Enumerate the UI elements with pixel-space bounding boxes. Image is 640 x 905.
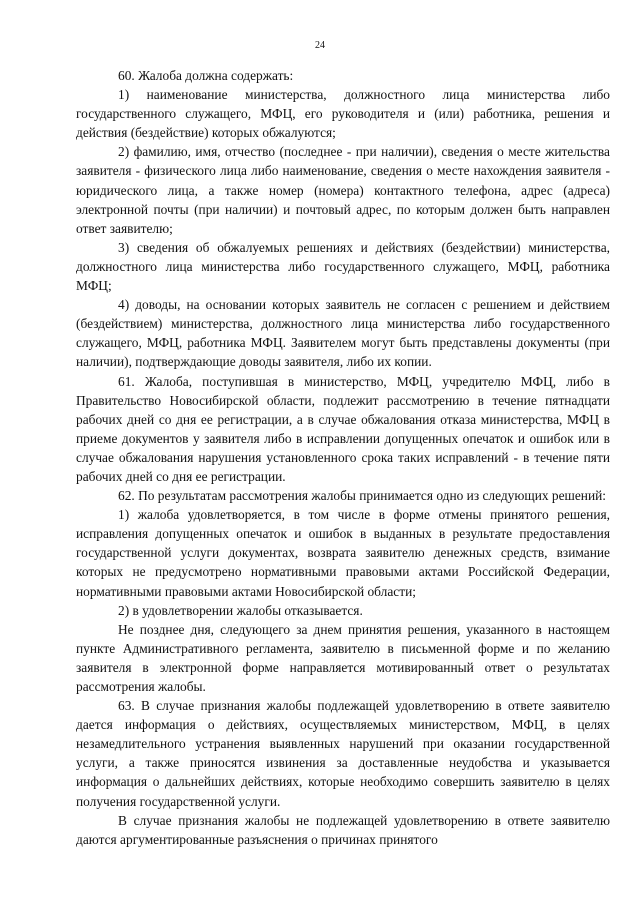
- paragraph-61: 61. Жалоба, поступившая в министерство, МФЦ, учредителю МФЦ, либо в Правительство Новосибирской области, подлежит рассмотрению в течение пятнадцати рабочих дней со дня ее регистрации, а в случае обжалования отказа министерства, МФЦ в приеме документов у заявителя либо в исправлении допущенных опечаток и ошибок или в случае обжалования нарушения установленного срока таких исправлений - в течение пяти рабочих дней со дня ее регистрации.: [76, 373, 610, 484]
- paragraph-60-item-2: 2) фамилию, имя, отчество (последнее - при наличии), сведения о месте жительства заявителя - физического лица либо наименование, сведения о месте нахождения заявителя - юридического лица, а также номер (номера) контактного телефона, адрес (адреса) электронной почты (при наличии) и почтовый адрес, по которым должен быть направлен ответ заявителю;: [76, 144, 610, 236]
- paragraph-62-response: Не позднее дня, следующего за днем принятия решения, указанного в настоящем пункте Административного регламента, заявителю в письменной форме и по желанию заявителя в электронной форме направляется мотивированный ответ о результатах рассмотрения жалобы.: [76, 621, 610, 694]
- paragraph-63-rejection: В случае признания жалобы не подлежащей удовлетворению в ответе заявителю даются аргументированные разъяснения о причинах принятого: [76, 812, 610, 847]
- document-body: [76, 66, 610, 849]
- paragraph-63: 63. В случае признания жалобы подлежащей удовлетворению в ответе заявителю дается информация о действиях, осуществляемых министерством, МФЦ, в целях незамедлительного устранения выявленных нарушений при оказании государственной услуги, а также приносятся извинения за доставленные неудобства и указывается информация о дальнейших действиях, которые необходимо совершить заявителю в целях получения государственной услуги.: [76, 698, 610, 809]
- paragraph-60-item-4: 4) доводы, на основании которых заявитель не согласен с решением и действием (бездействием) министерства, должностного лица министерства либо государственного служащего, МФЦ, работника МФЦ. Заявителем могут быть представлены документы (при наличии), подтверждающие доводы заявителя, либо их копии.: [76, 297, 610, 370]
- paragraph-62-heading: 62. По результатам рассмотрения жалобы принимается одно из следующих решений:: [118, 488, 607, 504]
- page-number: 24: [315, 40, 325, 51]
- paragraph-60-item-3: 3) сведения об обжалуемых решениях и действиях (бездействии) министерства, должностного лица министерства либо государственного служащего, МФЦ, работника МФЦ;: [76, 239, 610, 294]
- paragraph-62-item-2: 2) в удовлетворении жалобы отказывается.: [118, 602, 363, 618]
- paragraph-60-heading: 60. Жалоба должна содержать:: [118, 68, 294, 83]
- paragraph-60-item-1: 1) наименование министерства, должностного лица министерства либо государственного служащего, МФЦ, его руководителя и (или) работника, решения и действия (бездействие) которых обжалуются;: [76, 87, 610, 141]
- paragraph-62-item-1: 1) жалоба удовлетворяется, в том числе в форме отмены принятого решения, исправления допущенных опечаток и ошибок в выданных в результате предоставления государственной услуги документах, возврата заявителю денежных средств, взимание которых не предусмотрено нормативными правовыми актами Российской Федерации, нормативными правовыми актами Новосибирской области;: [76, 507, 610, 599]
